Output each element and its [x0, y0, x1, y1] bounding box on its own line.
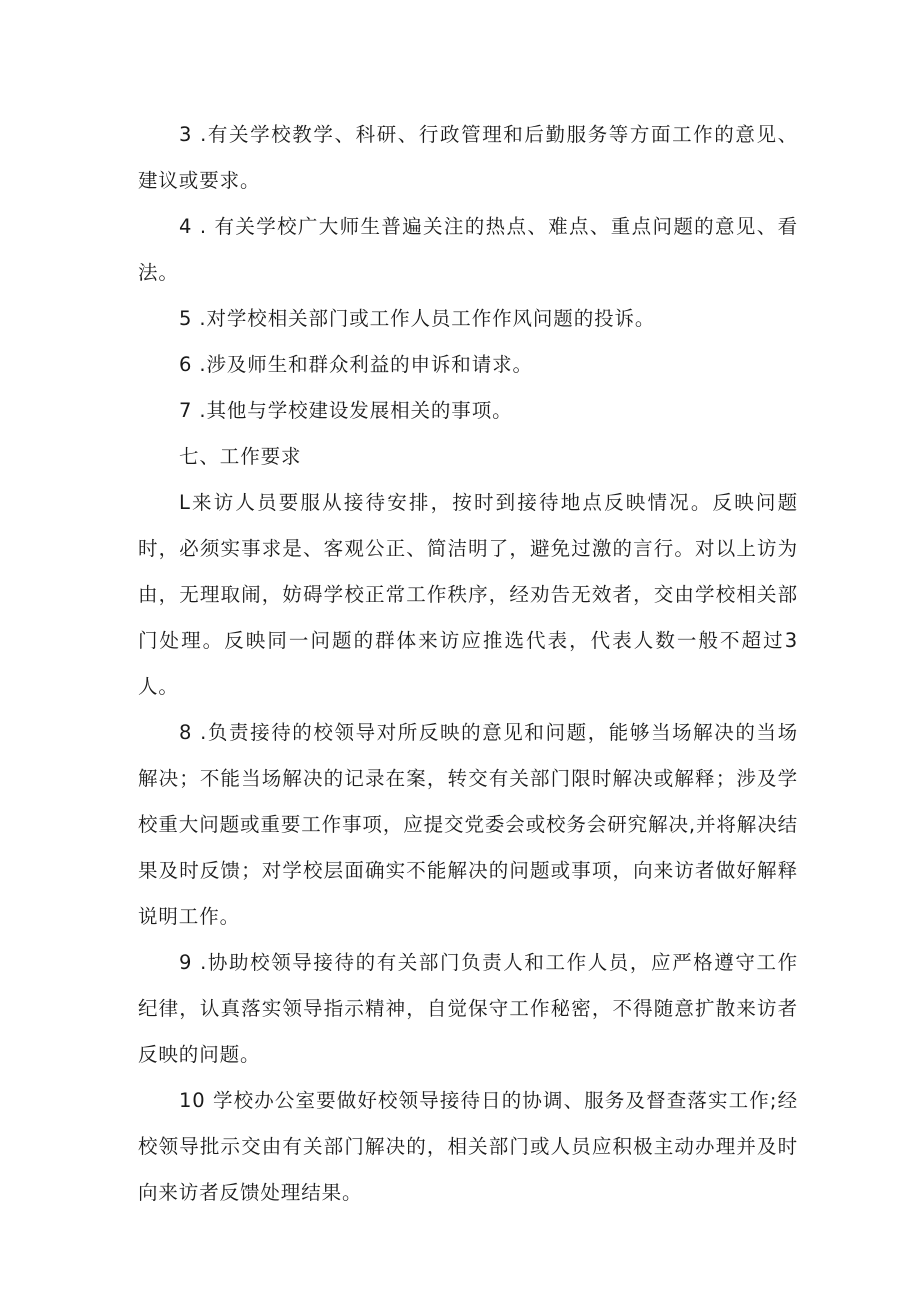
list-item-4: 4 . 有关学校广大师生普遍关注的热点、难点、重点问题的意见、看法。 [138, 215, 798, 284]
list-item-7: 7 .其他与学校建设发展相关的事项。 [179, 399, 513, 422]
document-page [138, 112, 798, 1216]
list-item-5: 5 .对学校相关部门或工作人员工作作风问题的投诉。 [179, 307, 656, 330]
requirement-1: L来访人员要服从接待安排，按时到接待地点反映情况。反映问题时，必须实事求是、客观公正、简洁明了，避免过激的言行。对以上访为由，无理取闹，妨碍学校正常工作秩序，经劝告无效者，交由学校相关部门处理。反映同一问题的群体来访应推选代表，代表人数一般不超过3人。 [138, 491, 798, 698]
requirement-10: 10 学校办公室要做好校领导接待日的协调、服务及督查落实工作;经校领导批示交由有关部门解决的，相关部门或人员应积极主动办理并及时向来访者反馈处理结果。 [138, 1089, 798, 1204]
requirement-8: 8 .负责接待的校领导对所反映的意见和问题，能够当场解决的当场解决；不能当场解决的记录在案，转交有关部门限时解决或解释；涉及学校重大问题或重要工作事项，应提交党委会或校务会研究解决,并将解决结果及时反馈；对学校层面确实不能解决的问题或事项，向来访者做好解释说明工作。 [138, 721, 798, 928]
requirement-9: 9 .协助校领导接待的有关部门负责人和工作人员，应严格遵守工作纪律，认真落实领导指示精神，自觉保守工作秘密，不得随意扩散来访者反映的问题。 [138, 951, 798, 1066]
section-heading: 七、工作要求 [179, 445, 302, 468]
list-item-6: 6 .涉及师生和群众利益的申诉和请求。 [179, 353, 533, 376]
list-item-3: 3 .有关学校教学、科研、行政管理和后勤服务等方面工作的意见、建议或要求。 [138, 123, 798, 192]
